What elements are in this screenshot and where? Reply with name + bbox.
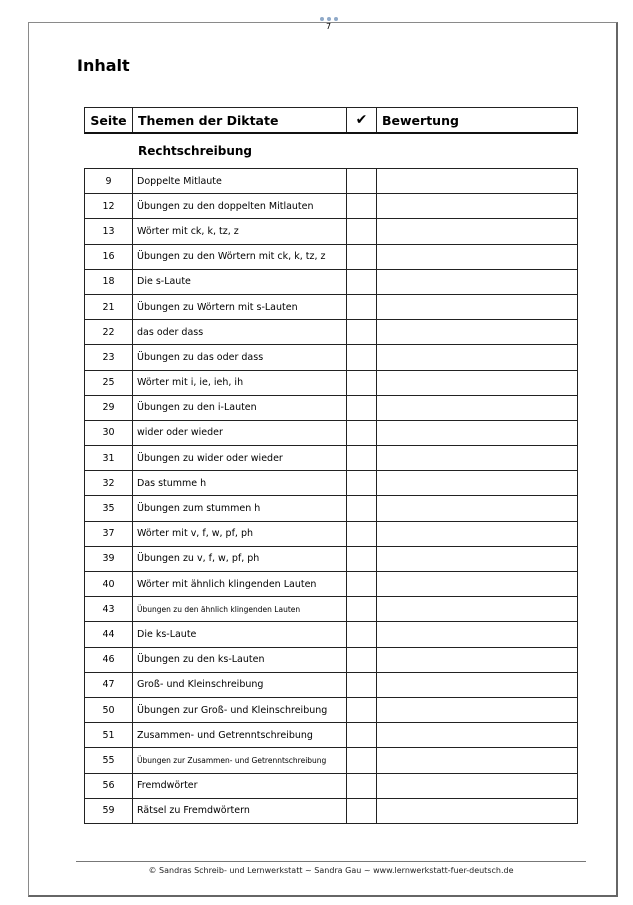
row-check-cell[interactable] [347, 169, 377, 193]
row-rating-cell[interactable] [377, 547, 577, 571]
section-title: Rechtschreibung [138, 144, 253, 158]
table-row [85, 799, 577, 824]
row-check-cell[interactable] [347, 421, 377, 445]
row-page-number: 9 [85, 169, 133, 193]
row-check-cell[interactable] [347, 748, 377, 772]
page-number: 7 [326, 22, 332, 31]
row-topic: Übungen zu den ähnlich klingenden Lauten [133, 597, 347, 621]
row-check-cell[interactable] [347, 698, 377, 722]
table-row [85, 597, 577, 622]
row-topic: Übungen zur Groß- und Kleinschreibung [133, 698, 347, 722]
row-topic: Die s-Laute [133, 270, 347, 294]
row-topic: Zusammen- und Getrenntschreibung [133, 723, 347, 747]
table-row [85, 295, 577, 320]
table-row [85, 371, 577, 396]
page-title: Inhalt [77, 56, 130, 75]
row-topic: Übungen zu das oder dass [133, 345, 347, 369]
row-rating-cell[interactable] [377, 295, 577, 319]
table-row [85, 522, 577, 547]
row-check-cell[interactable] [347, 723, 377, 747]
row-check-cell[interactable] [347, 799, 377, 823]
row-page-number: 40 [85, 572, 133, 596]
row-rating-cell[interactable] [377, 622, 577, 646]
row-topic: Übungen zum stummen h [133, 496, 347, 520]
row-topic: Rätsel zu Fremdwörtern [133, 799, 347, 823]
row-page-number: 29 [85, 396, 133, 420]
row-check-cell[interactable] [347, 522, 377, 546]
table-row [85, 245, 577, 270]
row-check-cell[interactable] [347, 446, 377, 470]
row-rating-cell[interactable] [377, 169, 577, 193]
row-page-number: 55 [85, 748, 133, 772]
row-page-number: 51 [85, 723, 133, 747]
row-topic: Groß- und Kleinschreibung [133, 673, 347, 697]
row-rating-cell[interactable] [377, 194, 577, 218]
row-check-cell[interactable] [347, 194, 377, 218]
table-row [85, 648, 577, 673]
row-rating-cell[interactable] [377, 471, 577, 495]
table-row [85, 748, 577, 773]
row-rating-cell[interactable] [377, 421, 577, 445]
row-topic: Übungen zu den i-Lauten [133, 396, 347, 420]
row-check-cell[interactable] [347, 572, 377, 596]
contents-table [84, 168, 578, 824]
row-page-number: 43 [85, 597, 133, 621]
row-page-number: 30 [85, 421, 133, 445]
table-row [85, 572, 577, 597]
row-topic: Übungen zu Wörtern mit s-Lauten [133, 295, 347, 319]
row-page-number: 16 [85, 245, 133, 269]
table-row [85, 471, 577, 496]
row-page-number: 44 [85, 622, 133, 646]
row-topic: wider oder wieder [133, 421, 347, 445]
row-topic: Wörter mit ähnlich klingenden Lauten [133, 572, 347, 596]
header-page: Seite [85, 108, 133, 132]
row-rating-cell[interactable] [377, 219, 577, 243]
row-check-cell[interactable] [347, 648, 377, 672]
row-rating-cell[interactable] [377, 270, 577, 294]
row-page-number: 32 [85, 471, 133, 495]
row-topic: Wörter mit ck, k, tz, z [133, 219, 347, 243]
row-rating-cell[interactable] [377, 371, 577, 395]
table-row [85, 396, 577, 421]
row-topic: Übungen zu den ks-Lauten [133, 648, 347, 672]
table-row [85, 446, 577, 471]
row-topic: Doppelte Mitlaute [133, 169, 347, 193]
header-topic: Themen der Diktate [133, 108, 347, 132]
table-row [85, 194, 577, 219]
table-row [85, 270, 577, 295]
table-row [85, 622, 577, 647]
row-check-cell[interactable] [347, 673, 377, 697]
row-rating-cell[interactable] [377, 723, 577, 747]
table-row [85, 547, 577, 572]
row-page-number: 31 [85, 446, 133, 470]
row-topic: Wörter mit i, ie, ieh, ih [133, 371, 347, 395]
table-row [85, 169, 577, 194]
row-topic: Fremdwörter [133, 774, 347, 798]
row-check-cell[interactable] [347, 774, 377, 798]
header-check: ✔ [347, 108, 377, 132]
row-rating-cell[interactable] [377, 396, 577, 420]
row-topic: Übungen zu den Wörtern mit ck, k, tz, z [133, 245, 347, 269]
row-page-number: 35 [85, 496, 133, 520]
row-topic: das oder dass [133, 320, 347, 344]
table-row [85, 723, 577, 748]
row-check-cell[interactable] [347, 245, 377, 269]
row-rating-cell[interactable] [377, 799, 577, 823]
row-page-number: 56 [85, 774, 133, 798]
row-check-cell[interactable] [347, 371, 377, 395]
header-rating: Bewertung [382, 112, 459, 128]
row-page-number: 39 [85, 547, 133, 571]
row-topic: Die ks-Laute [133, 622, 347, 646]
row-check-cell[interactable] [347, 622, 377, 646]
row-page-number: 13 [85, 219, 133, 243]
row-check-cell[interactable] [347, 396, 377, 420]
row-page-number: 12 [85, 194, 133, 218]
row-rating-cell[interactable] [377, 245, 577, 269]
row-rating-cell[interactable] [377, 748, 577, 772]
table-row [85, 774, 577, 799]
row-page-number: 50 [85, 698, 133, 722]
row-rating-cell[interactable] [377, 673, 577, 697]
row-rating-cell[interactable] [377, 698, 577, 722]
table-row [85, 219, 577, 244]
row-check-cell[interactable] [347, 219, 377, 243]
row-check-cell[interactable] [347, 597, 377, 621]
table-row [85, 345, 577, 370]
row-check-cell[interactable] [347, 345, 377, 369]
row-page-number: 59 [85, 799, 133, 823]
row-rating-cell[interactable] [377, 320, 577, 344]
row-page-number: 46 [85, 648, 133, 672]
row-page-number: 21 [85, 295, 133, 319]
row-topic: Übungen zur Zusammen- und Getrenntschreibung [133, 748, 347, 772]
row-rating-cell[interactable] [377, 572, 577, 596]
table-row [85, 673, 577, 698]
table-row [85, 421, 577, 446]
row-topic: Das stumme h [133, 471, 347, 495]
footer-text: © Sandras Schreib- und Lernwerkstatt ~ Sandra Gau ~ www.lernwerkstatt-fuer-deutsch.de [148, 866, 514, 875]
row-topic: Wörter mit v, f, w, pf, ph [133, 522, 347, 546]
row-page-number: 47 [85, 673, 133, 697]
row-check-cell[interactable] [347, 270, 377, 294]
footer-divider [76, 861, 586, 862]
row-check-cell[interactable] [347, 471, 377, 495]
row-rating-cell[interactable] [377, 774, 577, 798]
row-topic: Übungen zu den doppelten Mitlauten [133, 194, 347, 218]
row-rating-cell[interactable] [377, 446, 577, 470]
row-rating-cell[interactable] [377, 345, 577, 369]
row-check-cell[interactable] [347, 295, 377, 319]
row-rating-cell[interactable] [377, 496, 577, 520]
row-rating-cell[interactable] [377, 648, 577, 672]
table-row [85, 698, 577, 723]
row-check-cell[interactable] [347, 547, 377, 571]
table-row [85, 320, 577, 345]
row-rating-cell[interactable] [377, 522, 577, 546]
row-page-number: 37 [85, 522, 133, 546]
row-check-cell[interactable] [347, 320, 377, 344]
table-header [84, 107, 578, 134]
row-page-number: 18 [85, 270, 133, 294]
row-rating-cell[interactable] [377, 597, 577, 621]
row-page-number: 22 [85, 320, 133, 344]
row-topic: Übungen zu v, f, w, pf, ph [133, 547, 347, 571]
row-page-number: 25 [85, 371, 133, 395]
row-check-cell[interactable] [347, 496, 377, 520]
row-page-number: 23 [85, 345, 133, 369]
row-topic: Übungen zu wider oder wieder [133, 446, 347, 470]
table-row [85, 496, 577, 521]
